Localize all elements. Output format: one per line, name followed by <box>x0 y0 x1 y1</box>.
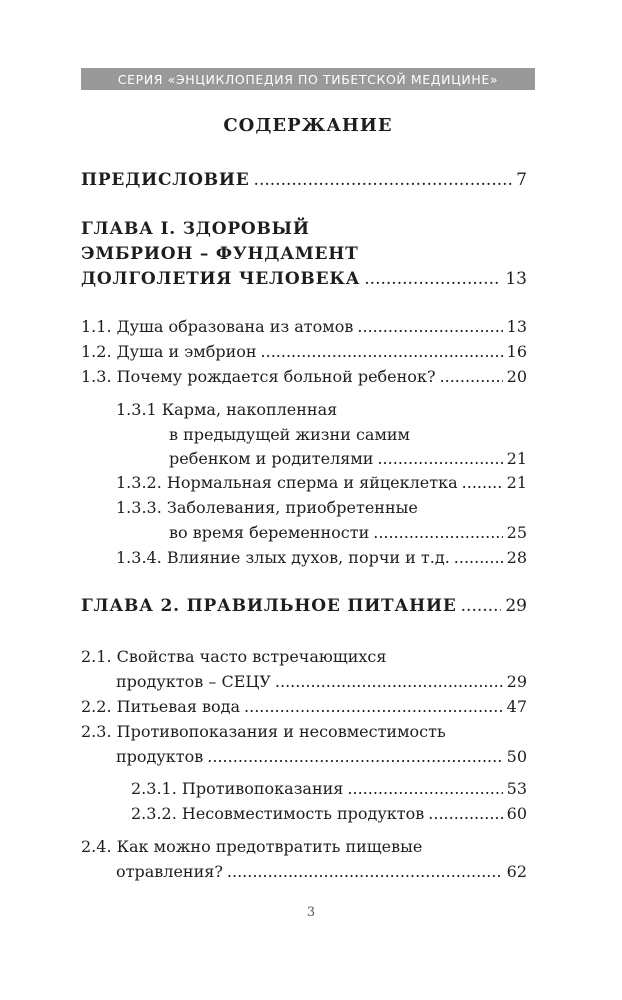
dot-leader <box>244 694 503 719</box>
toc-entry-1-2[interactable] <box>81 339 527 364</box>
toc-title: продуктов – СЕЦУ <box>116 672 271 691</box>
dot-leader <box>461 594 502 619</box>
dot-leader <box>377 446 502 471</box>
toc-title: ЭМБРИОН – ФУНДАМЕНТ <box>81 244 359 264</box>
page-number: 3 <box>306 905 316 920</box>
toc-entry-1-1[interactable] <box>81 314 527 339</box>
toc-entry-2-3[interactable] <box>116 744 527 769</box>
toc-page-number: 21 <box>506 449 527 468</box>
toc-entry-2-3-2[interactable] <box>131 801 527 826</box>
toc-entry-chapter2[interactable] <box>81 594 527 619</box>
dot-leader <box>254 168 513 193</box>
dot-leader <box>275 669 503 694</box>
toc-title: 1.3.2. Нормальная сперма и яйцеклетка <box>116 473 458 492</box>
toc-page-number: 21 <box>506 473 527 492</box>
toc-entry-2-3-line1 <box>81 719 527 744</box>
toc-title: 1.2. Душа и эмбрион <box>81 342 257 361</box>
toc-entry-1-3-2[interactable] <box>116 470 527 495</box>
toc-title: 1.1. Душа образована из атомов <box>81 317 354 336</box>
toc-title: 2.4. Как можно предотвратить пищевые <box>81 837 423 856</box>
toc-entry-2-3-1[interactable] <box>131 776 527 801</box>
toc-page-number: 13 <box>506 317 527 336</box>
dot-leader <box>261 339 503 364</box>
dot-leader <box>227 859 503 884</box>
toc-entry-2-2[interactable] <box>81 694 527 719</box>
toc-page-number: 60 <box>506 804 527 823</box>
toc-entry-1-3[interactable] <box>81 364 527 389</box>
toc-title: 2.3.2. Несовместимость продуктов <box>131 804 425 823</box>
toc-entry-2-1-line1 <box>81 644 527 669</box>
toc-page-number: 29 <box>506 672 527 691</box>
toc-title: во время беременности <box>169 523 370 542</box>
toc-page-number: 47 <box>506 697 527 716</box>
toc-entry-2-4-line1 <box>81 834 527 859</box>
dot-leader <box>428 801 502 826</box>
toc-entry-1-3-1-line1 <box>116 397 527 422</box>
toc-title: 2.1. Свойства часто встречающихся <box>81 647 387 666</box>
toc-page-number: 62 <box>506 862 527 881</box>
toc-entry-1-3-1[interactable] <box>169 446 527 471</box>
dot-leader <box>207 744 502 769</box>
toc-page-number: 16 <box>506 342 527 361</box>
toc-title: ГЛАВА 2. ПРАВИЛЬНОЕ ПИТАНИЕ <box>81 596 457 616</box>
toc-entry-1-3-3-line1 <box>116 495 527 520</box>
dot-leader <box>462 470 503 495</box>
toc-page-number: 28 <box>506 548 527 567</box>
toc-title: 2.2. Питьевая вода <box>81 697 241 716</box>
toc-title: в предыдущей жизни самим <box>169 425 410 444</box>
dot-leader <box>373 520 502 545</box>
toc-page-number: 7 <box>516 170 527 190</box>
toc-title: ПРЕДИСЛОВИЕ <box>81 170 250 190</box>
toc-entry-1-3-3[interactable] <box>169 520 527 545</box>
toc-title: 1.3. Почему рождается больной ребенок? <box>81 367 436 386</box>
toc-title: 1.3.1 Карма, накопленная <box>116 400 338 419</box>
dot-leader <box>357 314 502 339</box>
toc-page-number: 53 <box>506 779 527 798</box>
toc-entry-1-3-1-line2 <box>169 422 527 447</box>
dot-leader <box>347 776 502 801</box>
toc-page-number: 20 <box>506 367 527 386</box>
dot-leader <box>440 364 503 389</box>
toc-page-number: 50 <box>506 747 527 766</box>
dot-leader <box>364 267 501 292</box>
toc-page-number: 13 <box>505 269 527 289</box>
contents-heading: СОДЕРЖАНИЕ <box>223 115 393 136</box>
toc-title: ребенком и родителями <box>169 449 374 468</box>
toc-entry-1-3-4[interactable] <box>116 545 527 570</box>
toc-page-number: 29 <box>505 596 527 616</box>
dot-leader <box>454 545 503 570</box>
toc-title: 1.3.4. Влияние злых духов, порчи и т.д. <box>116 548 450 567</box>
toc-entry-preface[interactable] <box>81 168 527 193</box>
toc-title: ДОЛГОЛЕТИЯ ЧЕЛОВЕКА <box>81 269 361 289</box>
toc-chapter1-line1 <box>81 217 527 242</box>
toc-title: отравления? <box>116 862 223 881</box>
toc-title: продуктов <box>116 747 204 766</box>
toc-entry-2-1[interactable] <box>116 669 527 694</box>
toc-chapter1-line2 <box>81 242 527 267</box>
toc-title: 2.3. Противопоказания и несовместимость <box>81 722 446 741</box>
toc-title: 2.3.1. Противопоказания <box>131 779 344 798</box>
toc-page-number: 25 <box>506 523 527 542</box>
toc-title: ГЛАВА I. ЗДОРОВЫЙ <box>81 219 310 239</box>
toc-entry-chapter1[interactable] <box>81 267 527 292</box>
toc-entry-2-4[interactable] <box>116 859 527 884</box>
toc-title: 1.3.3. Заболевания, приобретенные <box>116 498 418 517</box>
series-banner: СЕРИЯ «ЭНЦИКЛОПЕДИЯ ПО ТИБЕТСКОЙ МЕДИЦИНЕ» <box>81 68 535 90</box>
